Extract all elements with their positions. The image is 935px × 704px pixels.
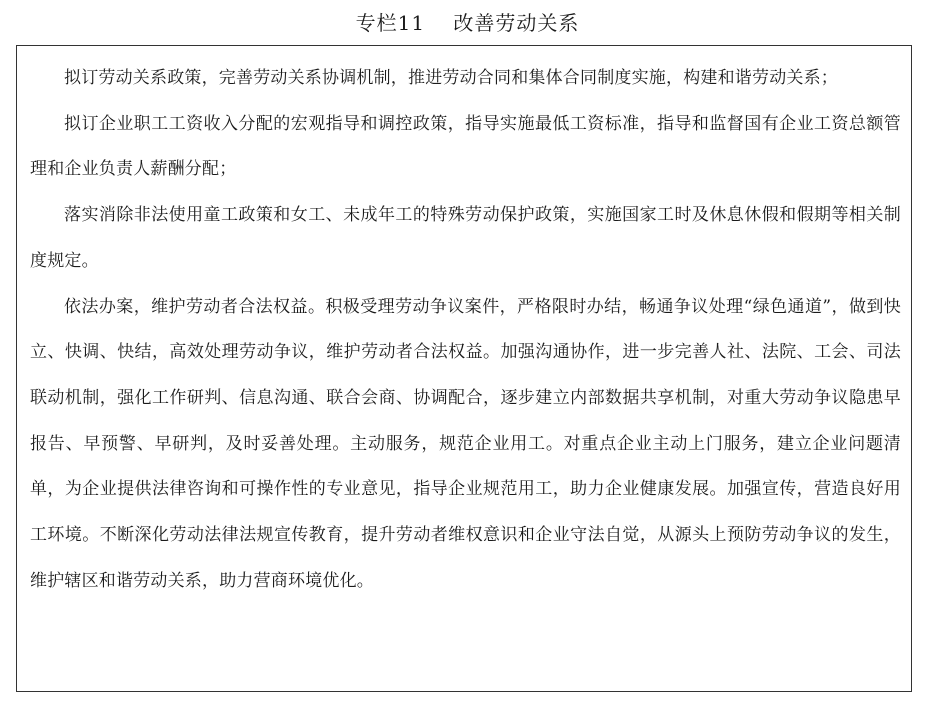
paragraph-special-protection: 落实消除非法使用童工政策和女工、未成年工的特殊劳动保护政策，实施国家工时及休息休假和假期等相关制度规定。	[30, 205, 901, 271]
paragraph-labor-policy: 拟订劳动关系政策，完善劳动关系协调机制，推进劳动合同和集体合同制度实施，构建和谐劳动关系；	[64, 68, 838, 88]
paragraph-wage-distribution: 拟订企业职工工资收入分配的宏观指导和调控政策，指导实施最低工资标准，指导和监督国有企业工资总额管理和企业负责人薪酬分配；	[30, 113, 901, 180]
column-title: 专栏11 改善劳动关系	[355, 11, 580, 35]
paragraph-dispute-handling: 依法办案，维护劳动者合法权益。积极受理劳动争议案件，严格限时办结，畅通争议处理“绿色通道”，做到快立、快调、快结，高效处理劳动争议，维护劳动者合法权益。加强沟通协作，进一步完善人社、法院、工会、司法联动机制，强化工作研判、信息沟通、联合会商、协调配合，逐步建立内部数据共享机制，对重大劳动争议隐患早报告、早预警、早研判，及时妥善处理。主动服务，规范企业用工。对重点企业主动上门服务，建立企业问题清单，为企业提供法律咨询和可操作性的专业意见，指导企业规范用工，助力企业健康发展。加强宣传，营造良好用工环境。不断深化劳动法律法规宣传教育，提升劳动者维权意识和企业守法自觉，从源头上预防劳动争议的发生，维护辖区和谐劳动关系，助力营商环境优化。	[30, 296, 901, 591]
content-box	[16, 45, 912, 692]
